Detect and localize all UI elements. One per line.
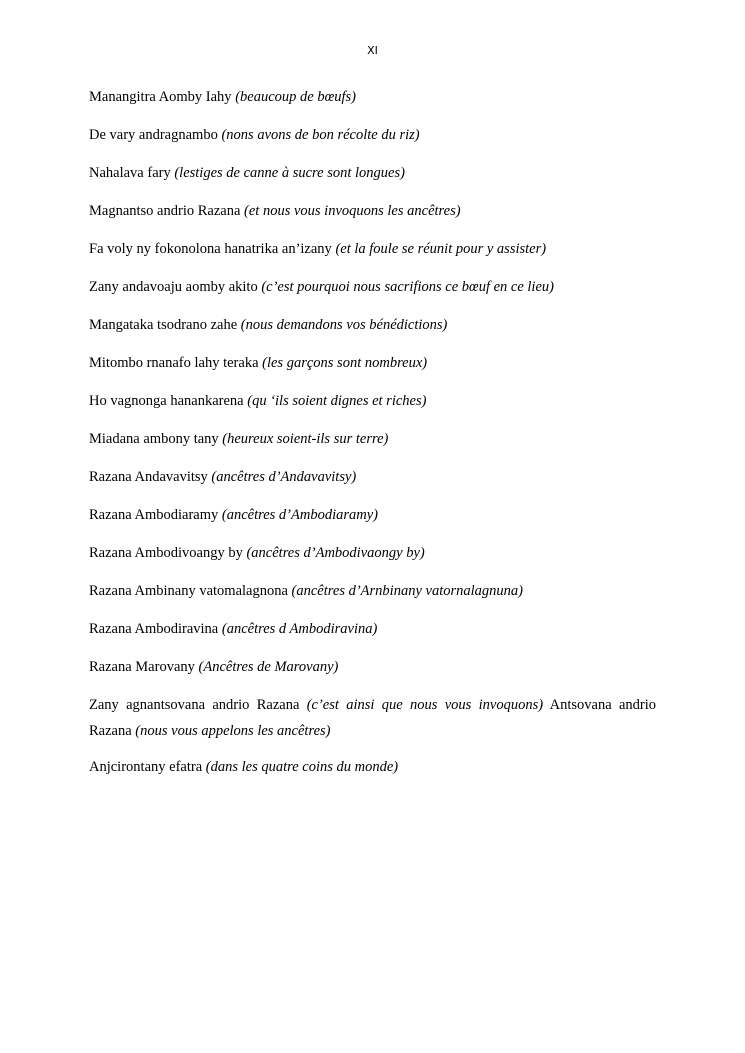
text-line — [89, 391, 656, 411]
malagasy-text: Antsovana andrio Razana — [89, 697, 657, 739]
french-translation: (Ancêtres de Marovany) — [198, 659, 339, 675]
malagasy-text: Fa voly ny fokonolona hanatrika an’izany — [89, 241, 332, 257]
malagasy-text: Mangataka tsodrano zahe — [89, 317, 238, 333]
french-translation: (ancêtres d’Arnbinany vatornalagnuna) — [291, 583, 523, 599]
malagasy-text: Manangitra Aomby Iahy — [89, 89, 232, 105]
text-line — [89, 277, 656, 297]
french-translation: (lestiges de canne à sucre sont longues) — [174, 165, 405, 181]
malagasy-text: Razana Ambodivoangy by — [89, 545, 243, 561]
french-translation: (heureux soient-ils sur terre) — [222, 431, 389, 447]
malagasy-text: Razana Ambodiaramy — [89, 507, 219, 523]
malagasy-text: De vary andragnambo — [89, 127, 218, 143]
page-number: XI — [367, 44, 378, 57]
french-translation: (ancêtres d’Ambodiaramy) — [221, 507, 378, 523]
french-translation: (les garçons sont nombreux) — [262, 355, 428, 371]
french-translation: (nous demandons vos bénédictions) — [240, 317, 448, 333]
text-line — [89, 125, 656, 145]
malagasy-text: Anjcirontany efatra — [89, 759, 203, 775]
french-translation: (ancêtres d’Andavavitsy) — [211, 469, 357, 485]
malagasy-text: Mitombo rnanafo lahy teraka — [89, 355, 259, 371]
text-line — [89, 315, 656, 335]
malagasy-text: Razana Andavavitsy — [89, 469, 208, 485]
body-text — [89, 87, 656, 795]
french-translation: (c’est ainsi que nous vous invoquons) — [306, 697, 544, 713]
text-paragraph-wrapped — [89, 692, 656, 744]
text-line — [89, 429, 656, 449]
french-translation: (et nous vous invoquons les ancêtres) — [244, 203, 461, 219]
text-line — [89, 657, 656, 677]
text-line — [89, 353, 656, 373]
text-line — [89, 87, 656, 107]
french-translation: (qu ‘ils soient dignes et riches) — [247, 393, 427, 409]
french-translation: (ancêtres d Ambodiravina) — [221, 621, 378, 637]
text-line — [89, 163, 656, 183]
french-translation: (et la foule se réunit pour y assister) — [335, 241, 547, 257]
text-line — [89, 619, 656, 639]
malagasy-text: Razana Marovany — [89, 659, 195, 675]
malagasy-text: Razana Ambodiravina — [89, 621, 219, 637]
malagasy-text: Razana Ambinany vatomalagnona — [89, 583, 288, 599]
french-translation: (beaucoup de bœufs) — [235, 89, 356, 105]
text-line — [89, 505, 656, 525]
text-line — [89, 581, 656, 601]
malagasy-text: Nahalava fary — [89, 165, 171, 181]
french-translation: (c’est pourquoi nous sacrifions ce bœuf en ce lieu) — [261, 279, 554, 295]
malagasy-text: Miadana ambony tany — [89, 431, 219, 447]
malagasy-text: Ho vagnonga hanankarena — [89, 393, 244, 409]
french-translation: (ancêtres d’Ambodivaongy by) — [246, 545, 425, 561]
text-line — [89, 239, 656, 259]
french-translation: (dans les quatre coins du monde) — [205, 759, 399, 775]
text-line — [89, 467, 656, 487]
malagasy-text: Magnantso andrio Razana — [89, 203, 241, 219]
text-line — [89, 201, 656, 221]
text-line — [89, 757, 656, 777]
malagasy-text: Zany andavoaju aomby akito — [89, 279, 258, 295]
french-translation: (nous vous appelons les ancêtres) — [135, 723, 331, 739]
french-translation: (nons avons de bon récolte du riz) — [221, 127, 420, 143]
text-line — [89, 543, 656, 563]
malagasy-text: Zany agnantsovana andrio Razana — [89, 697, 300, 713]
